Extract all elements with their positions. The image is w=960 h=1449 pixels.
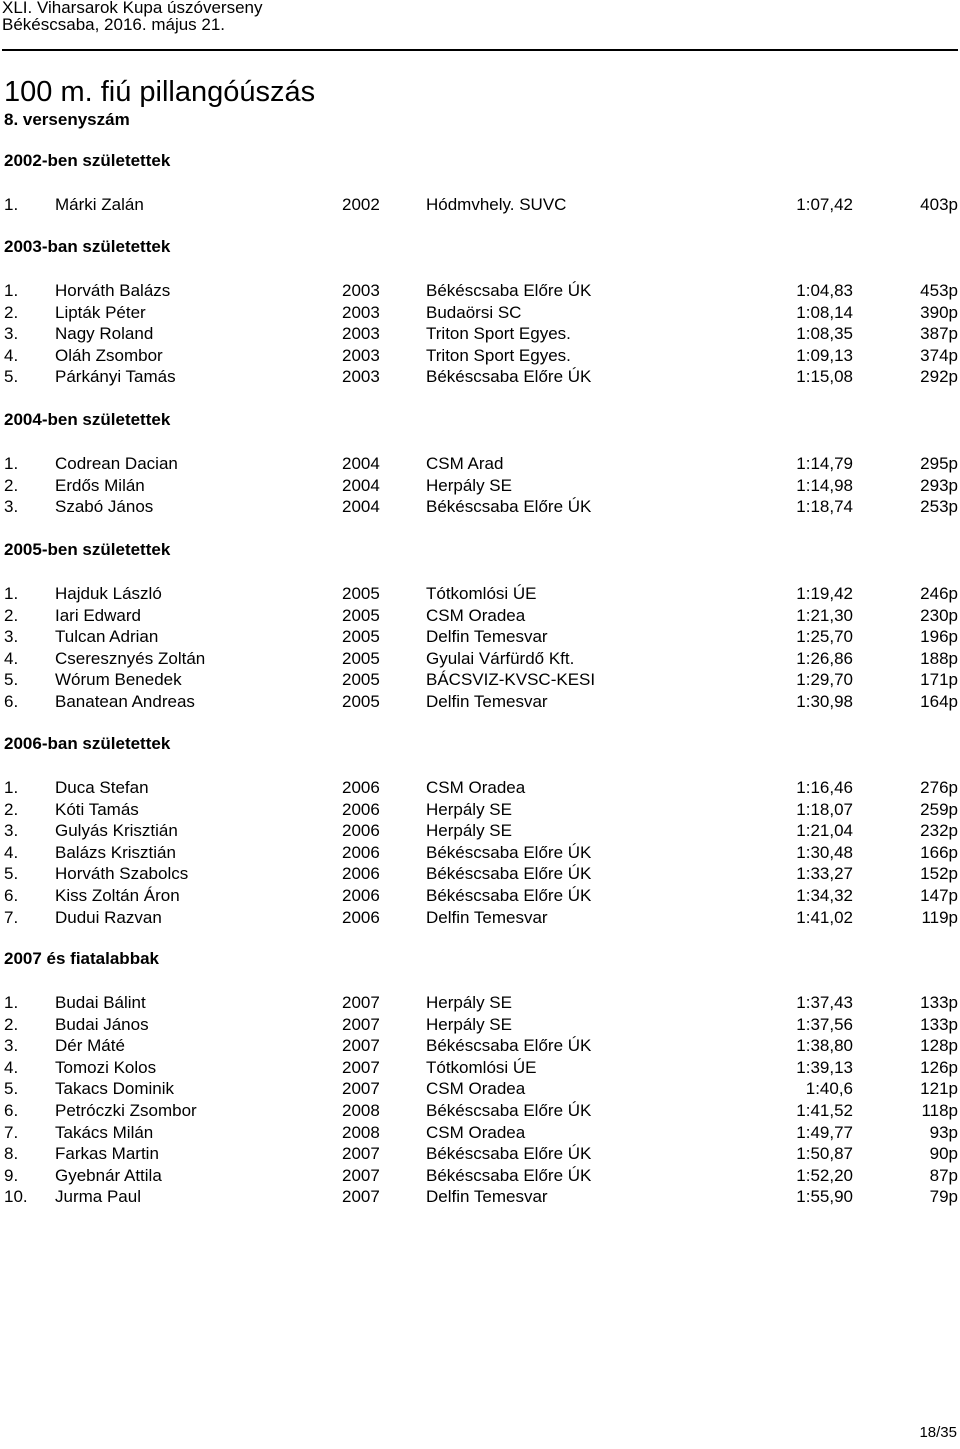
club: Békéscsaba Előre ÚK (426, 1036, 592, 1056)
club: Békéscsaba Előre ÚK (426, 842, 592, 862)
rank: 6. (4, 692, 19, 711)
swimmer-name: Szabó János (55, 497, 154, 517)
swimmer-name: Nagy Roland (55, 324, 154, 344)
swimmer-name: Wórum Benedek (55, 670, 182, 690)
points: 118p (921, 1101, 958, 1120)
birth-year: 2006 (342, 864, 380, 884)
birth-year: 2007 (342, 1079, 380, 1099)
rank: 3. (4, 324, 19, 344)
time: 1:37,43 (796, 993, 853, 1012)
birth-year: 2004 (342, 454, 380, 473)
birth-year: 2005 (342, 584, 380, 603)
rank: 4. (4, 1057, 19, 1077)
swimmer-name: Horváth Balázs (55, 281, 171, 300)
rank: 6. (4, 886, 19, 905)
result-row (0, 1100, 960, 1121)
swimmer-name: Dér Máté (55, 1036, 125, 1056)
swimmer-name: Tulcan Adrian (55, 627, 159, 647)
header-divider (2, 49, 958, 51)
club: Herpály SE (426, 993, 512, 1012)
time: 1:41,52 (796, 1101, 853, 1120)
result-row (0, 1186, 960, 1207)
result-row (0, 1165, 960, 1186)
birth-year: 2005 (342, 692, 380, 711)
swimmer-name: Codrean Dacian (55, 454, 178, 473)
age-group-heading: 2006-ban születettek (4, 734, 171, 753)
rank: 5. (4, 1079, 19, 1099)
swimmer-name: Gulyás Krisztián (55, 821, 178, 841)
birth-year: 2005 (342, 648, 380, 668)
points: 230p (920, 605, 958, 625)
rank: 2. (4, 302, 19, 322)
points: 453p (920, 281, 958, 300)
result-row (0, 1057, 960, 1078)
points: 79p (929, 1187, 958, 1207)
result-row (0, 626, 960, 647)
rank: 2. (4, 799, 19, 819)
rank: 2. (4, 605, 19, 625)
birth-year: 2007 (342, 1036, 380, 1056)
birth-year: 2003 (342, 367, 380, 387)
club: Békéscsaba Előre ÚK (426, 886, 592, 905)
swimmer-name: Farkas Martin (55, 1144, 159, 1164)
result-row (0, 691, 960, 712)
birth-year: 2002 (342, 195, 380, 214)
rank: 3. (4, 1036, 19, 1056)
club: Békéscsaba Előre ÚK (426, 1165, 592, 1185)
club: Békéscsaba Előre ÚK (426, 367, 592, 387)
rank: 3. (4, 627, 19, 647)
time: 1:08,14 (796, 302, 853, 322)
swimmer-name: Erdős Milán (55, 475, 145, 495)
points: 133p (920, 993, 958, 1012)
rank: 4. (4, 648, 19, 668)
result-row (0, 496, 960, 517)
result-row (0, 1014, 960, 1035)
swimmer-name: Lipták Péter (55, 302, 146, 322)
time: 1:14,79 (796, 454, 853, 473)
birth-year: 2006 (342, 907, 380, 927)
result-row (0, 992, 960, 1013)
rank: 3. (4, 497, 19, 517)
swimmer-name: Takacs Dominik (55, 1079, 175, 1099)
result-row (0, 842, 960, 863)
result-row (0, 475, 960, 496)
swimmer-name: Kóti Tamás (55, 799, 139, 819)
birth-year: 2006 (342, 799, 380, 819)
birth-year: 2003 (342, 302, 380, 322)
club: Békéscsaba Előre ÚK (426, 864, 592, 884)
rank: 1. (4, 281, 19, 300)
club: CSM Arad (426, 454, 504, 473)
rank: 9. (4, 1165, 19, 1185)
points: 374p (920, 345, 958, 365)
result-row (0, 885, 960, 906)
points: 166p (920, 842, 958, 862)
result-row (0, 453, 960, 474)
result-row (0, 366, 960, 387)
birth-year: 2007 (342, 1014, 380, 1034)
swimmer-name: Budai János (55, 1014, 149, 1034)
swimmer-name: Cseresznyés Zoltán (55, 648, 206, 668)
points: 93p (929, 1122, 958, 1142)
result-row (0, 799, 960, 820)
time: 1:09,13 (796, 345, 853, 365)
club: CSM Oradea (426, 778, 526, 797)
rank: 1. (4, 778, 19, 797)
birth-year: 2007 (342, 1144, 380, 1164)
points: 387p (920, 324, 958, 344)
club: Budaörsi SC (426, 302, 522, 322)
club: Békéscsaba Előre ÚK (426, 1101, 592, 1120)
swimmer-name: Budai Bálint (55, 993, 146, 1012)
rank: 2. (4, 475, 19, 495)
birth-year: 2005 (342, 670, 380, 690)
result-row (0, 280, 960, 301)
club: Triton Sport Egyes. (426, 345, 571, 365)
points: 253p (920, 497, 958, 517)
club: CSM Oradea (426, 605, 526, 625)
points: 293p (920, 475, 958, 495)
swimmer-name: Kiss Zoltán Áron (55, 886, 180, 905)
points: 164p (920, 692, 958, 711)
time: 1:18,74 (796, 497, 853, 517)
club: Hódmvhely. SUVC (426, 195, 567, 214)
club: Delfin Temesvar (426, 692, 548, 711)
birth-year: 2004 (342, 497, 380, 517)
time: 1:37,56 (796, 1014, 853, 1034)
birth-year: 2006 (342, 821, 380, 841)
points: 126p (920, 1057, 958, 1077)
time: 1:18,07 (796, 799, 853, 819)
result-row (0, 907, 960, 928)
event-number: 8. versenyszám (4, 110, 130, 129)
swimmer-name: Párkányi Tamás (55, 367, 176, 387)
club: Delfin Temesvar (426, 627, 548, 647)
rank: 5. (4, 367, 19, 387)
birth-year: 2003 (342, 345, 380, 365)
result-row (0, 345, 960, 366)
rank: 10. (4, 1187, 28, 1207)
club: BÁCSVIZ-KVSC-KESI (426, 670, 596, 690)
page-number: 18/35 (919, 1424, 957, 1441)
swimmer-name: Jurma Paul (55, 1187, 141, 1207)
time: 1:16,46 (796, 778, 853, 797)
points: 171p (920, 670, 958, 690)
time: 1:49,77 (796, 1122, 853, 1142)
birth-year: 2005 (342, 627, 380, 647)
swimmer-name: Hajduk László (55, 584, 162, 603)
competition-title: XLI. Viharsarok Kupa úszóverseny (2, 0, 263, 17)
rank: 5. (4, 864, 19, 884)
time: 1:38,80 (796, 1036, 853, 1056)
points: 188p (920, 648, 958, 668)
rank: 3. (4, 821, 19, 841)
result-row (0, 302, 960, 323)
rank: 2. (4, 1014, 19, 1034)
swimmer-name: Duca Stefan (55, 778, 149, 797)
swimmer-name: Horváth Szabolcs (55, 864, 189, 884)
club: Békéscsaba Előre ÚK (426, 1144, 592, 1164)
result-row (0, 1035, 960, 1056)
birth-year: 2003 (342, 281, 380, 300)
result-row (0, 1122, 960, 1143)
club: Herpály SE (426, 1014, 512, 1034)
club: Delfin Temesvar (426, 1187, 548, 1207)
result-row (0, 323, 960, 344)
time: 1:19,42 (796, 584, 853, 603)
age-group-heading: 2004-ben születettek (4, 410, 171, 429)
time: 1:07,42 (796, 195, 853, 214)
points: 295p (920, 454, 958, 473)
time: 1:39,13 (796, 1057, 853, 1077)
points: 87p (929, 1165, 958, 1185)
club: Triton Sport Egyes. (426, 324, 571, 344)
swimmer-name: Tomozi Kolos (55, 1057, 157, 1077)
club: Gyulai Várfürdő Kft. (426, 648, 575, 668)
club: Herpály SE (426, 821, 512, 841)
rank: 5. (4, 670, 19, 690)
birth-year: 2007 (342, 1165, 380, 1185)
rank: 7. (4, 1122, 19, 1142)
age-group-heading: 2007 és fiatalabbak (4, 949, 159, 968)
competition-place-date: Békéscsaba, 2016. május 21. (2, 15, 226, 34)
points: 292p (920, 367, 958, 387)
club: CSM Oradea (426, 1122, 526, 1142)
points: 152p (920, 864, 958, 884)
points: 390p (920, 302, 958, 322)
points: 246p (920, 584, 958, 603)
points: 90p (929, 1144, 958, 1164)
birth-year: 2008 (342, 1122, 380, 1142)
birth-year: 2007 (342, 993, 380, 1012)
time: 1:15,08 (796, 367, 853, 387)
time: 1:21,30 (796, 605, 853, 625)
time: 1:25,70 (796, 627, 853, 647)
age-group-heading: 2005-ben születettek (4, 540, 171, 559)
result-row (0, 583, 960, 604)
time: 1:30,98 (796, 692, 853, 711)
swimmer-name: Dudui Razvan (55, 907, 162, 927)
points: 259p (920, 799, 958, 819)
birth-year: 2008 (342, 1101, 380, 1120)
age-group-heading: 2002-ben születettek (4, 151, 171, 170)
rank: 1. (4, 454, 19, 473)
swimmer-name: Oláh Zsombor (55, 345, 163, 365)
result-row (0, 605, 960, 626)
club: Herpály SE (426, 475, 512, 495)
time: 1:21,04 (796, 821, 853, 841)
club: Delfin Temesvar (426, 907, 548, 927)
swimmer-name: Márki Zalán (55, 195, 144, 214)
points: 276p (920, 778, 958, 797)
birth-year: 2006 (342, 842, 380, 862)
event-title: 100 m. fiú pillangóúszás (4, 76, 316, 108)
points: 403p (920, 195, 958, 214)
time: 1:26,86 (796, 648, 853, 668)
swimmer-name: Balázs Krisztián (55, 842, 176, 862)
rank: 1. (4, 584, 19, 603)
time: 1:52,20 (796, 1165, 853, 1185)
club: CSM Oradea (426, 1079, 526, 1099)
result-row (0, 1143, 960, 1164)
swimmer-name: Takács Milán (55, 1122, 154, 1142)
points: 128p (920, 1036, 958, 1056)
time: 1:34,32 (796, 886, 853, 905)
club: Tótkomlósi ÚE (426, 584, 537, 603)
result-row (0, 820, 960, 841)
birth-year: 2003 (342, 324, 380, 344)
time: 1:50,87 (796, 1144, 853, 1164)
rank: 1. (4, 195, 19, 214)
result-row (0, 863, 960, 884)
birth-year: 2005 (342, 605, 380, 625)
time: 1:14,98 (796, 475, 853, 495)
rank: 6. (4, 1101, 19, 1120)
result-row (0, 669, 960, 690)
time: 1:08,35 (796, 324, 853, 344)
time: 1:55,90 (796, 1187, 853, 1207)
result-row (0, 648, 960, 669)
rank: 4. (4, 345, 19, 365)
time: 1:29,70 (796, 670, 853, 690)
points: 196p (920, 627, 958, 647)
time: 1:04,83 (796, 281, 853, 300)
points: 119p (921, 907, 958, 927)
birth-year: 2006 (342, 778, 380, 797)
result-row (0, 777, 960, 798)
birth-year: 2007 (342, 1187, 380, 1207)
club: Herpály SE (426, 799, 512, 819)
points: 232p (920, 821, 958, 841)
birth-year: 2007 (342, 1057, 380, 1077)
club: Tótkomlósi ÚE (426, 1057, 537, 1077)
club: Békéscsaba Előre ÚK (426, 281, 592, 300)
rank: 7. (4, 907, 19, 927)
time: 1:41,02 (796, 907, 853, 927)
birth-year: 2004 (342, 475, 380, 495)
club: Békéscsaba Előre ÚK (426, 497, 592, 517)
rank: 8. (4, 1144, 19, 1164)
points: 133p (920, 1014, 958, 1034)
rank: 4. (4, 842, 19, 862)
result-row (0, 194, 960, 215)
swimmer-name: Gyebnár Attila (55, 1165, 162, 1185)
points: 121p (920, 1079, 958, 1099)
age-group-heading: 2003-ban születettek (4, 237, 171, 256)
swimmer-name: Banatean Andreas (55, 692, 195, 711)
swimmer-name: Petróczki Zsombor (55, 1101, 197, 1120)
time: 1:40,6 (805, 1079, 853, 1099)
time: 1:30,48 (796, 842, 853, 862)
time: 1:33,27 (796, 864, 853, 884)
result-row (0, 1078, 960, 1099)
rank: 1. (4, 993, 19, 1012)
points: 147p (920, 886, 958, 905)
swimmer-name: Iari Edward (55, 605, 141, 625)
birth-year: 2006 (342, 886, 380, 905)
